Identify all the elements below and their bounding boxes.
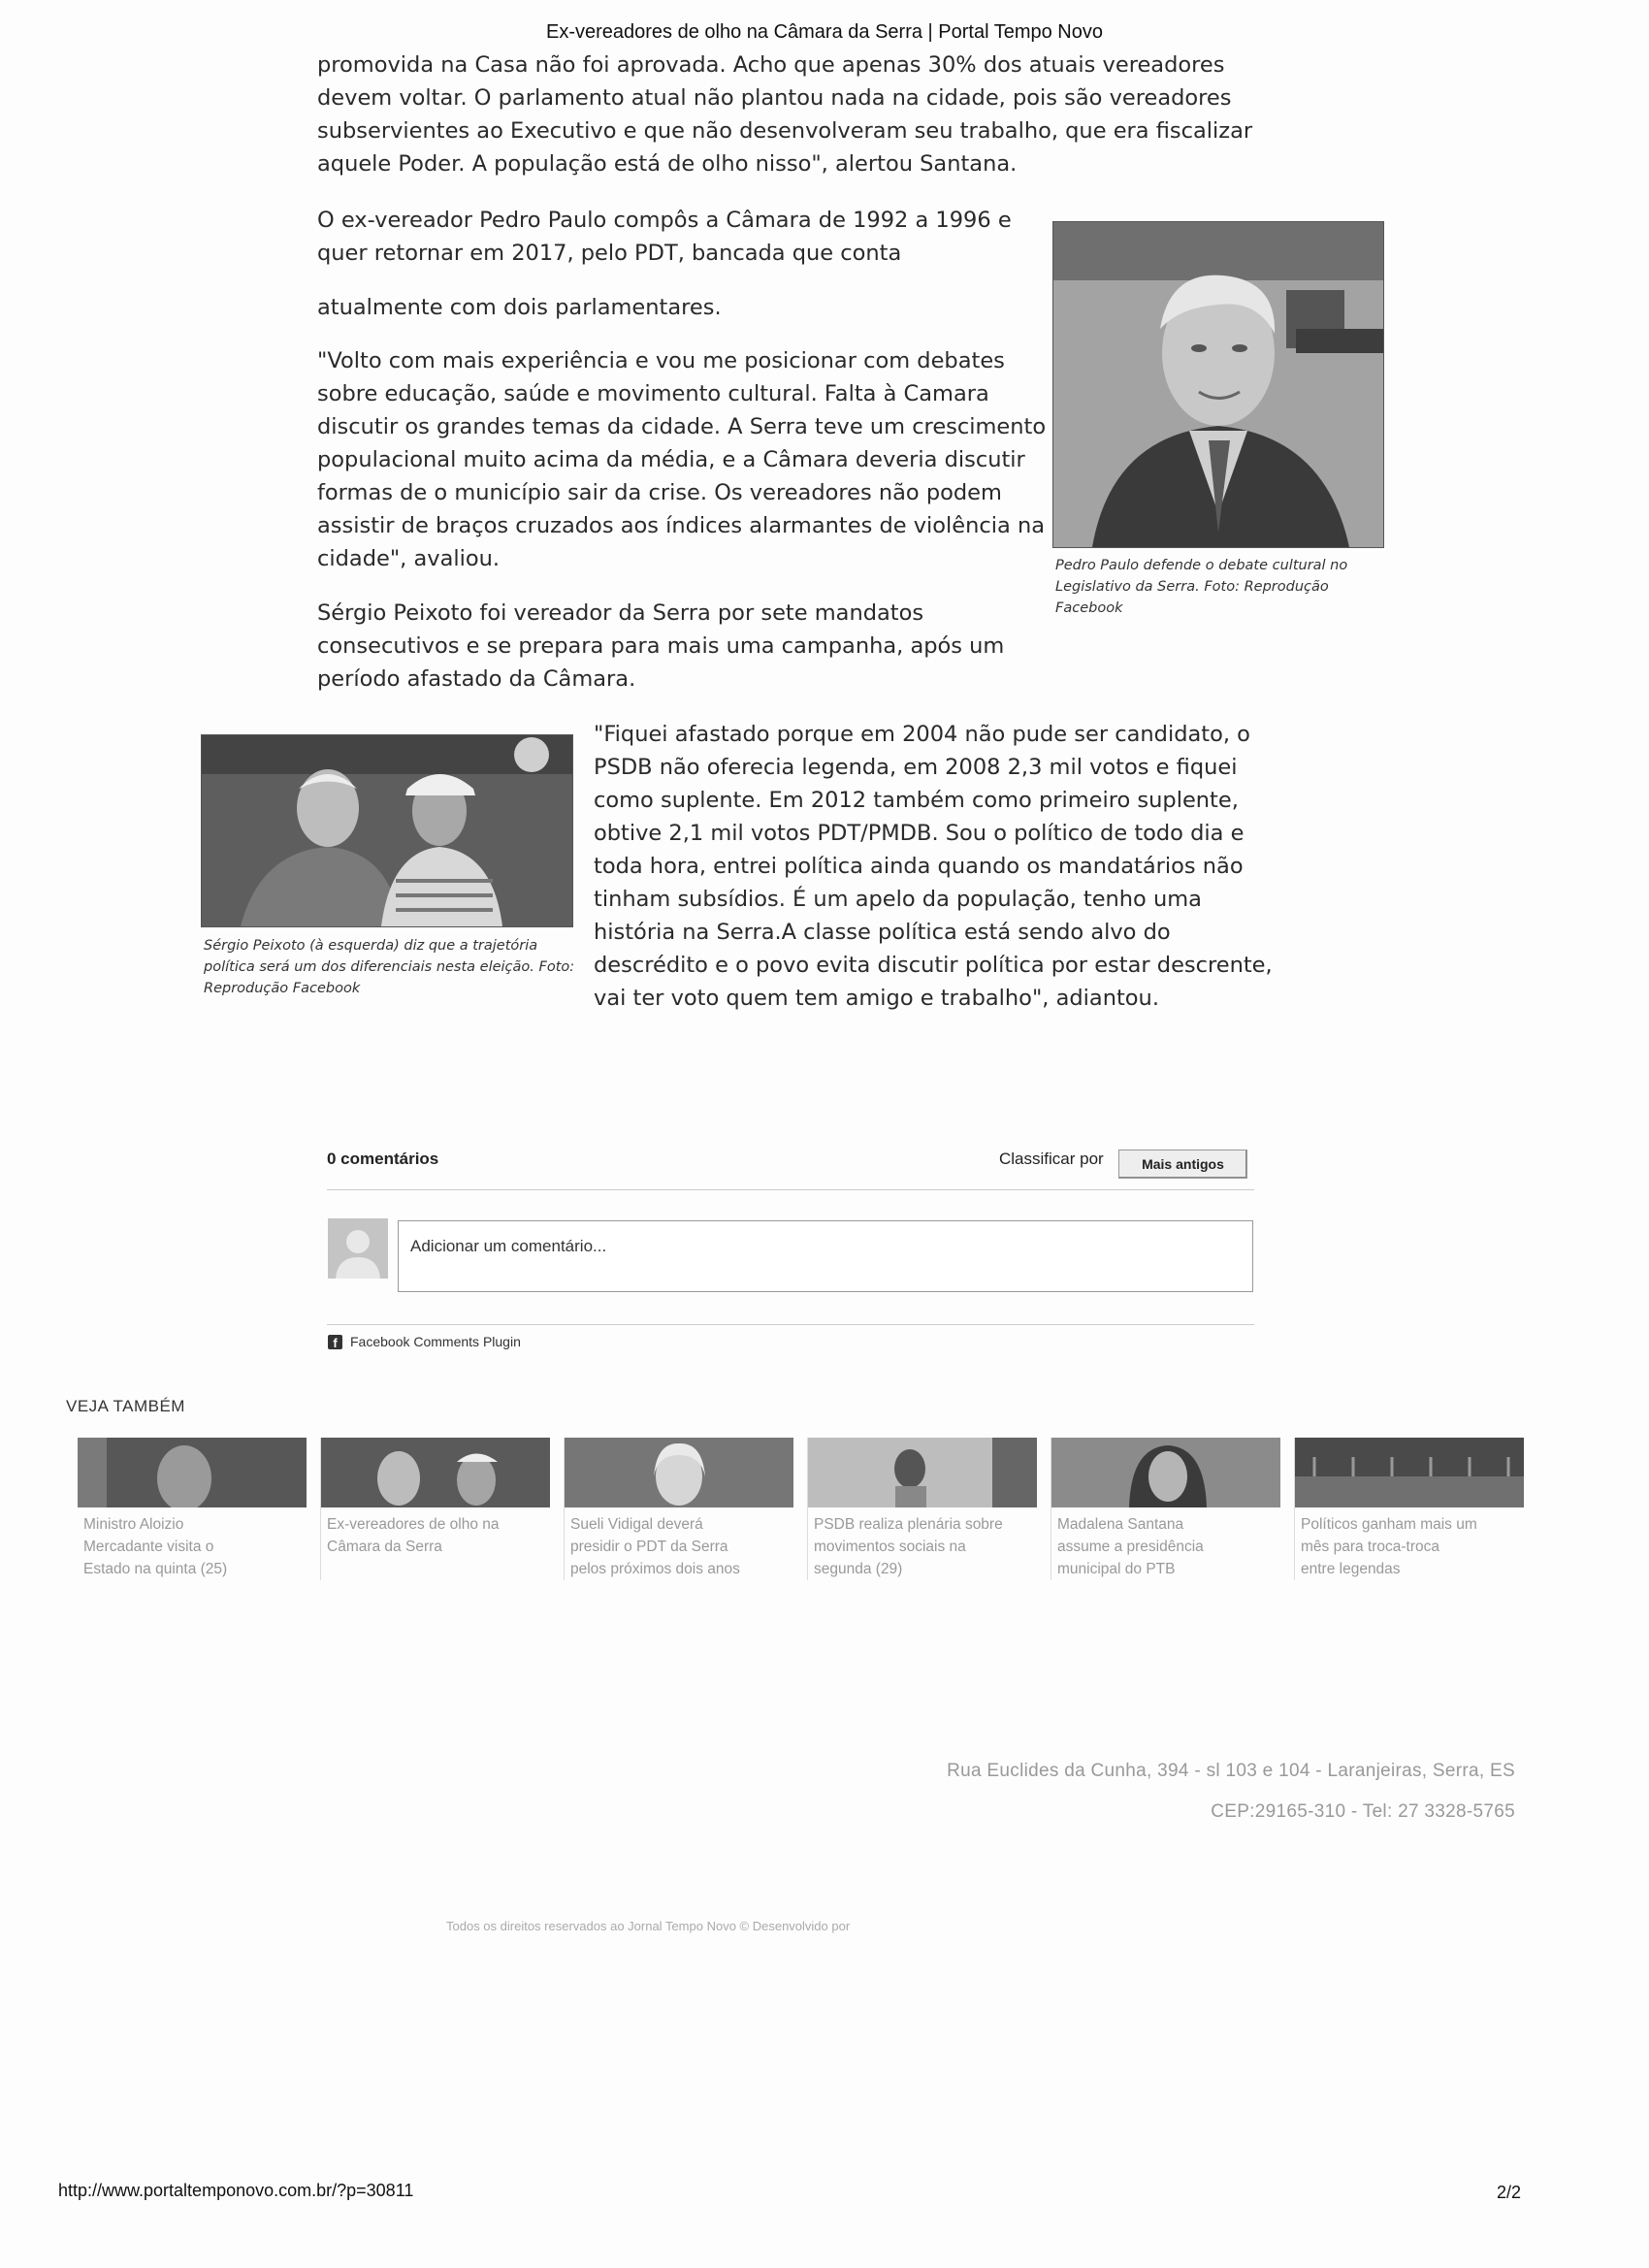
photo-pedro-paulo-image bbox=[1053, 222, 1383, 547]
related-list bbox=[78, 1438, 1519, 1580]
text-line: período afastado da Câmara. bbox=[317, 666, 636, 692]
related-thumbnail bbox=[1295, 1438, 1524, 1507]
footer-rights: Todos os direitos reservados ao Jornal Tempo Novo © Desenvolvido por bbox=[446, 1919, 851, 1933]
article-paragraph-2: atualmente com dois parlamentares. bbox=[317, 295, 722, 320]
related-item-4[interactable] bbox=[1051, 1438, 1280, 1580]
print-page-number: 2/2 bbox=[1497, 2183, 1522, 2202]
text-line: vai ter voto quem tem amigo e trabalho", adiantou. bbox=[594, 986, 1159, 1011]
avatar bbox=[328, 1218, 388, 1279]
comment-input[interactable]: Adicionar um comentário... bbox=[398, 1220, 1253, 1292]
photo-pedro-paulo-caption: Pedro Paulo defende o debate cultural no Legislativo da Serra. Foto: Reprodução Facebook bbox=[1055, 558, 1348, 616]
text-line: promovida na Casa não foi aprovada. Acho que apenas 30% dos atuais vereadores bbox=[317, 52, 1225, 78]
related-thumbnail bbox=[808, 1438, 1037, 1507]
text-line: obtive 2,1 mil votos PDT/PMDB. Sou o político de todo dia e bbox=[594, 821, 1245, 846]
print-header-title: Ex-vereadores de olho na Câmara da Serra | Portal Tempo Novo bbox=[545, 21, 1103, 43]
text-line: discutir os grandes temas da cidade. A Serra teve um crescimento bbox=[317, 414, 1047, 439]
photo-sergio-peixoto-caption: Sérgio Peixoto (à esquerda) diz que a trajetória política será um dos diferenciais nesta eleição. Foto: Reprodução Facebook bbox=[204, 938, 575, 996]
text-line: populacional muito acima da média, e a Câmara deveria discutir bbox=[317, 447, 1025, 472]
text-line: tinham subsídios. É um apelo da população, tenho uma bbox=[594, 887, 1202, 912]
photo-sergio-peixoto-image bbox=[202, 735, 572, 926]
article-paragraph-3 bbox=[317, 344, 1046, 575]
related-title: Ex-vereadores de olho na Câmara da Serra bbox=[327, 1516, 500, 1555]
related-item-0[interactable] bbox=[78, 1438, 307, 1580]
related-item-5[interactable] bbox=[1294, 1438, 1524, 1580]
text-line: como suplente. Em 2012 também como primeiro suplente, bbox=[594, 788, 1239, 813]
text-line: assistir de braços cruzados aos índices alarmantes de violência na bbox=[317, 513, 1046, 538]
text-line: subservientes ao Executivo e que não desenvolveram seu trabalho, que era fiscalizar bbox=[317, 118, 1253, 144]
footer-address: Rua Euclides da Cunha, 394 - sl 103 e 104 - Laranjeiras, Serra, ES bbox=[947, 1761, 1515, 1781]
related-thumbnail bbox=[78, 1438, 307, 1507]
sort-order-button[interactable]: Mais antigos bbox=[1118, 1150, 1247, 1179]
text-line: consecutivos e se prepara para mais uma campanha, após um bbox=[317, 633, 1005, 659]
article-paragraph-4 bbox=[317, 597, 1004, 696]
facebook-comments-plugin-link[interactable] bbox=[328, 1334, 521, 1349]
footer-cep-phone: CEP:29165-310 - Tel: 27 3328-5765 bbox=[1211, 1801, 1515, 1822]
avatar-placeholder-icon bbox=[328, 1218, 388, 1279]
text-line: descrédito e o povo evita discutir política por estar descrente, bbox=[594, 953, 1273, 978]
text-line: história na Serra.A classe política está sendo alvo do bbox=[594, 920, 1171, 945]
text-line: formas de o município sair da crise. Os vereadores não podem bbox=[317, 480, 1002, 505]
text-line: O ex-vereador Pedro Paulo compôs a Câmara de 1992 a 1996 e bbox=[317, 208, 1012, 233]
article-paragraph-5 bbox=[594, 718, 1273, 1015]
text-line: Sérgio Peixoto foi vereador da Serra por sete mandatos bbox=[317, 600, 924, 626]
sort-label: Classificar por bbox=[999, 1150, 1104, 1168]
text-line: "Volto com mais experiência e vou me posicionar com debates bbox=[317, 348, 1005, 373]
related-heading: VEJA TAMBÉM bbox=[66, 1397, 185, 1415]
related-title: PSDB realiza plenária sobre movimentos sociais na segunda (29) bbox=[814, 1516, 1003, 1577]
text-line: devem voltar. O parlamento atual não plantou nada na cidade, pois são vereadores bbox=[317, 85, 1232, 111]
comments-divider-bottom bbox=[327, 1324, 1254, 1325]
related-item-3[interactable] bbox=[807, 1438, 1037, 1580]
related-item-1[interactable] bbox=[320, 1438, 550, 1580]
related-title: Políticos ganham mais um mês para troca-troca entre legendas bbox=[1301, 1516, 1477, 1577]
comments-divider-top bbox=[327, 1189, 1254, 1190]
text-line: "Fiquei afastado porque em 2004 não pude ser candidato, o bbox=[594, 722, 1250, 747]
article-paragraph-1 bbox=[317, 204, 1012, 270]
facebook-plugin-label: Facebook Comments Plugin bbox=[350, 1334, 521, 1349]
text-line: toda hora, entrei política ainda quando os mandatários não bbox=[594, 854, 1244, 879]
related-item-2[interactable] bbox=[564, 1438, 793, 1580]
related-title: Sueli Vidigal deverá presidir o PDT da Serra pelos próximos dois anos bbox=[570, 1516, 740, 1577]
related-title: Ministro Aloizio Mercadante visita o Estado na quinta (25) bbox=[83, 1516, 228, 1577]
related-title: Madalena Santana assume a presidência municipal do PTB bbox=[1057, 1516, 1204, 1577]
print-footer-url: http://www.portaltemponovo.com.br/?p=30811 bbox=[58, 2181, 414, 2200]
text-line: aquele Poder. A população está de olho nisso", alertou Santana. bbox=[317, 151, 1018, 177]
comments-count: 0 comentários bbox=[327, 1150, 439, 1168]
related-thumbnail bbox=[1051, 1438, 1280, 1507]
facebook-icon: f bbox=[328, 1335, 342, 1349]
text-line: quer retornar em 2017, pelo PDT, bancada que conta bbox=[317, 241, 902, 266]
photo-sergio-peixoto bbox=[201, 734, 573, 927]
related-thumbnail bbox=[321, 1438, 550, 1507]
article-paragraph-0 bbox=[317, 49, 1252, 180]
text-line: sobre educação, saúde e movimento cultural. Falta à Camara bbox=[317, 381, 989, 406]
text-line: PSDB não oferecia legenda, em 2008 2,3 mil votos e fiquei bbox=[594, 755, 1238, 780]
text-line: cidade", avaliou. bbox=[317, 546, 501, 571]
related-thumbnail bbox=[565, 1438, 793, 1507]
photo-pedro-paulo bbox=[1052, 221, 1384, 548]
